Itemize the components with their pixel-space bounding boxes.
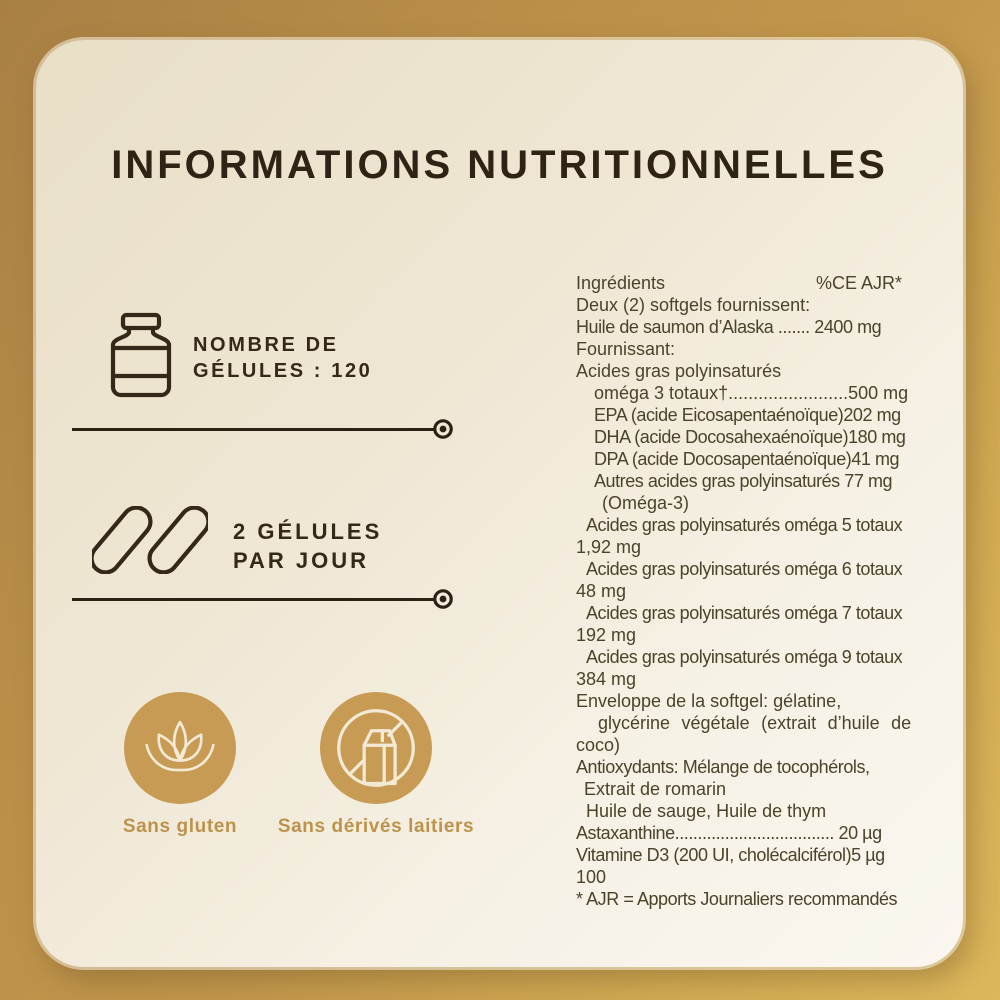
capsule-count-label xyxy=(193,332,372,384)
capsule-count-line1: NOMBRE DE xyxy=(193,334,339,356)
ingredients-lines xyxy=(576,294,912,910)
ingredient-line: Acides gras polyinsaturés oméga 6 totaux xyxy=(586,559,903,579)
ingredient-line: glycérine végétale (extrait d’huile de xyxy=(598,713,912,733)
ingredient-line: 1,92 mg xyxy=(576,537,642,557)
lotus-leaf-icon xyxy=(137,705,223,791)
ingredient-line: oméga 3 totaux†........................500 mg xyxy=(594,383,909,403)
ingredient-line: 384 mg xyxy=(576,669,637,689)
two-capsules-icon xyxy=(92,506,208,579)
ingredient-line: Astaxanthine................................... 20 µg xyxy=(576,823,882,843)
dairy-free-label: Sans dérivés laitiers xyxy=(277,816,475,837)
page-title: INFORMATIONS NUTRITIONNELLES xyxy=(111,143,888,187)
capsule-count-line2: GÉLULES : 120 xyxy=(193,360,373,382)
ingredient-line: Extrait de romarin xyxy=(584,779,727,799)
ingredients-header-left: Ingrédients xyxy=(576,273,666,293)
ingredient-line: EPA (acide Eicosapentaénoïque)202 mg xyxy=(594,405,901,425)
pill-bottle-icon xyxy=(104,312,178,403)
divider-line-top xyxy=(72,418,458,440)
ingredients-header-right: %CE AJR* xyxy=(815,273,902,293)
ingredient-line: 100 xyxy=(576,867,607,887)
ingredient-line: Acides gras polyinsaturés oméga 5 totaux xyxy=(586,515,903,535)
ingredient-line: 48 mg xyxy=(576,581,627,601)
ingredient-line: Huile de saumon d’Alaska ....... 2400 mg xyxy=(576,317,882,337)
ingredient-line: (Oméga-3) xyxy=(602,493,690,513)
dosage-line1: 2 GÉLULES xyxy=(233,519,383,544)
dosage-line2: PAR JOUR xyxy=(233,548,370,573)
ingredient-line: Enveloppe de la softgel: gélatine, xyxy=(576,691,842,711)
nutrition-card xyxy=(36,40,963,967)
ingredient-line: Autres acides gras polyinsaturés 77 mg xyxy=(594,471,893,491)
ingredients-header xyxy=(576,272,902,294)
target-circle-icon xyxy=(432,588,454,610)
ingredient-line: Acides gras polyinsaturés oméga 9 totaux xyxy=(586,647,903,667)
divider-bar xyxy=(72,598,434,602)
no-dairy-icon xyxy=(326,698,426,798)
ingredient-line: Acides gras polyinsaturés xyxy=(576,361,782,381)
ingredient-line: Fournissant: xyxy=(576,339,676,359)
ingredient-line: Deux (2) softgels fournissent: xyxy=(576,295,811,315)
ingredient-line: coco) xyxy=(576,735,621,755)
gluten-free-label: Sans gluten xyxy=(122,816,238,837)
ingredient-line: Acides gras polyinsaturés oméga 7 totaux xyxy=(586,603,903,623)
ingredient-line: Vitamine D3 (200 UI, cholécalciférol)5 µg xyxy=(576,845,885,865)
ingredient-line: Antioxydants: Mélange de tocophérols, xyxy=(576,757,870,777)
ingredients-panel xyxy=(576,272,912,910)
ingredient-line: Huile de sauge, Huile de thym xyxy=(586,801,827,821)
target-circle-icon xyxy=(432,418,454,440)
ingredient-line: * AJR = Apports Journaliers recommandés xyxy=(576,889,898,909)
divider-bar xyxy=(72,428,434,432)
ingredient-line: DHA (acide Docosahexaénoïque)180 mg xyxy=(594,427,906,447)
divider-line-bottom xyxy=(72,588,458,610)
ingredient-line: DPA (acide Docosapentaénoïque)41 mg xyxy=(594,449,900,469)
ingredient-line: 192 mg xyxy=(576,625,637,645)
gluten-free-badge xyxy=(124,692,236,804)
dosage-label xyxy=(233,517,382,575)
dairy-free-badge xyxy=(320,692,432,804)
